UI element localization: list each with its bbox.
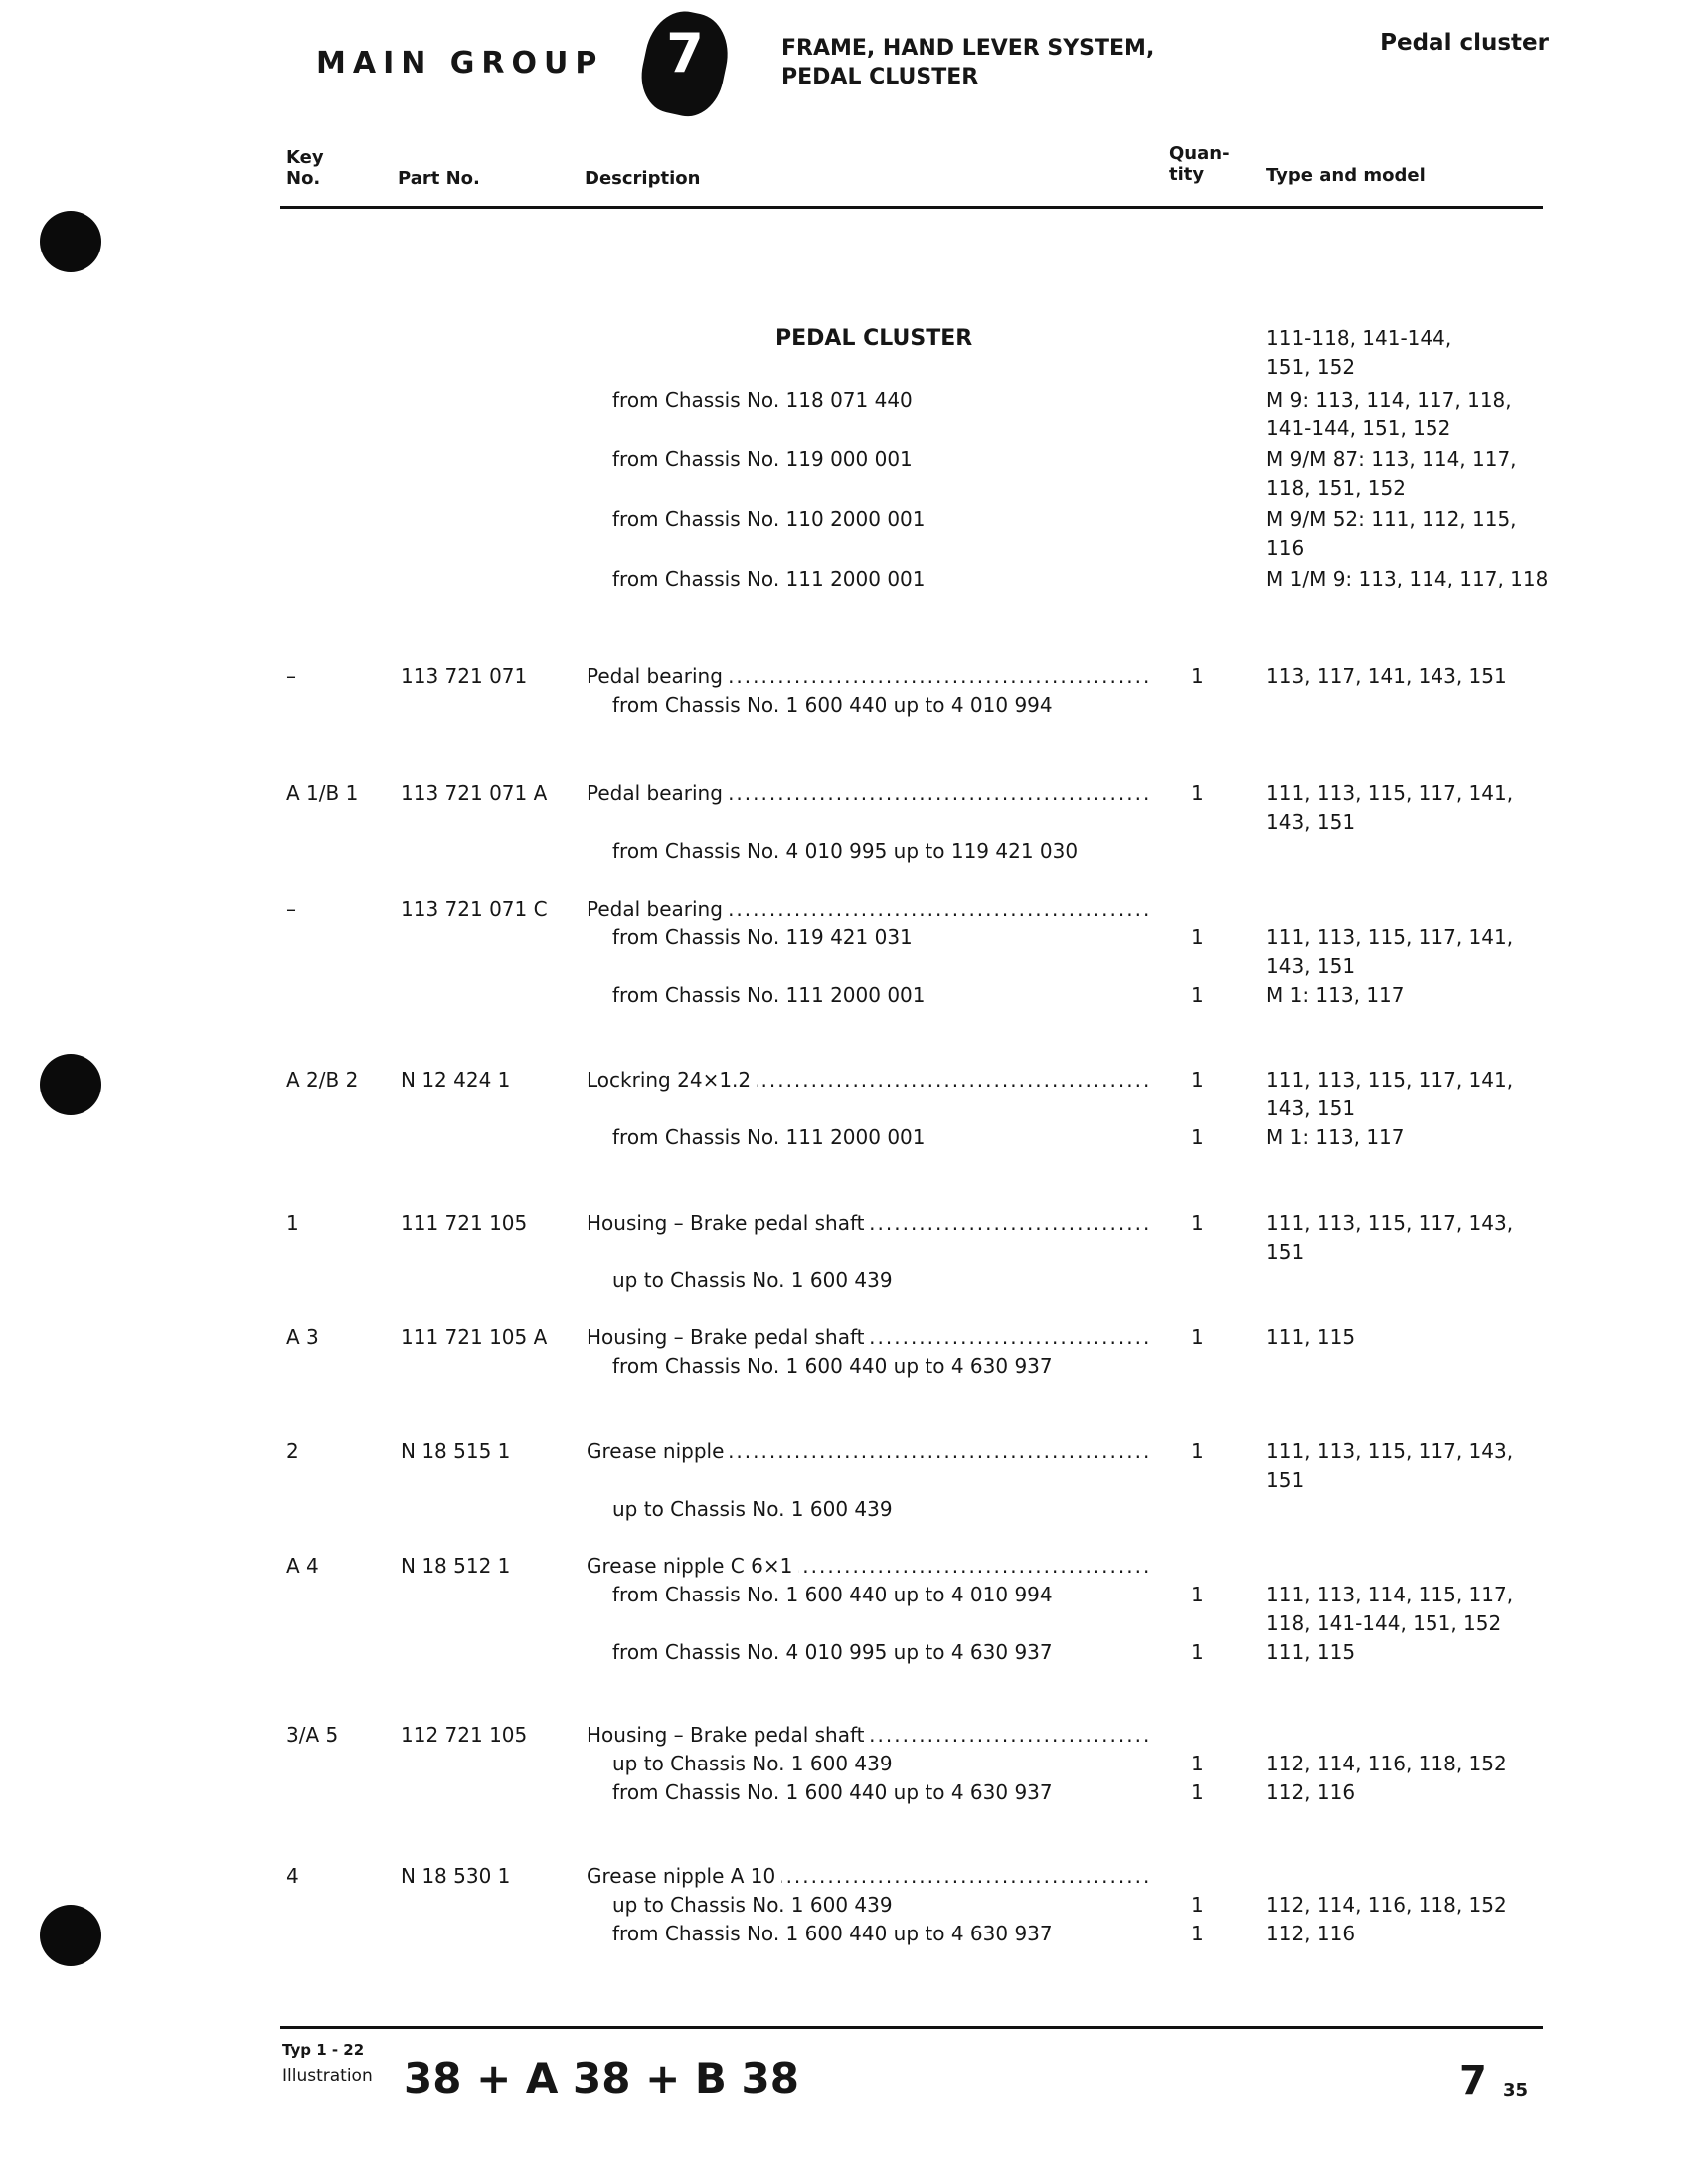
part-description: Grease nipple A 10 [587,1864,781,1888]
part-number: 113 721 071 C [401,897,548,921]
quantity: 1 [1191,1780,1204,1804]
binder-hole [40,1905,101,1966]
type-model-text: 143, 151 [1266,954,1356,978]
type-model-text: M 9/M 52: 111, 112, 115, [1266,507,1517,531]
chassis-range: up to Chassis No. 1 600 439 [612,1893,893,1917]
column-header-part: Part No. [398,168,480,189]
column-header-text: tity [1169,164,1205,185]
part-number: N 18 530 1 [401,1864,511,1888]
type-model-text: 116 [1266,536,1305,560]
type-model-text: 112, 114, 116, 118, 152 [1266,1893,1507,1917]
type-model-text: 112, 116 [1266,1780,1356,1804]
column-header-text: Quan- [1169,143,1230,164]
key-number: 2 [286,1439,299,1463]
key-number: – [286,897,296,921]
page-subnumber: 35 [1503,2080,1529,2100]
dot-leader [587,1209,1151,1238]
dot-leader [587,895,1151,924]
type-model-text: 111, 113, 115, 117, 143, [1266,1211,1514,1235]
quantity: 1 [1191,925,1204,949]
quantity: 1 [1191,1922,1204,1945]
chassis-range: from Chassis No. 111 2000 001 [612,983,926,1007]
assembly-chassis-range: from Chassis No. 118 071 440 [612,388,913,412]
quantity: 1 [1191,1640,1204,1664]
type-model-text: 151 [1266,1468,1305,1492]
type-model-text: 111-118, 141-144, [1266,326,1452,350]
part-description: Grease nipple [587,1439,730,1463]
dot-leader [587,1437,1151,1466]
type-model-text: 111, 113, 115, 117, 141, [1266,1068,1514,1092]
illustration-label: Illustration [282,2066,373,2086]
quantity: 1 [1191,1893,1204,1917]
quantity: 1 [1191,1068,1204,1092]
key-number: 1 [286,1211,299,1235]
part-description: Housing – Brake pedal shaft [587,1211,871,1235]
chassis-range: from Chassis No. 1 600 440 up to 4 010 994 [612,693,1053,717]
type-model-text: M 9: 113, 114, 117, 118, [1266,388,1512,412]
part-number: 113 721 071 [401,664,528,688]
key-number: A 4 [286,1554,319,1578]
main-group-label: MAIN GROUP [316,46,604,81]
quantity: 1 [1191,1439,1204,1463]
type-model-text: 118, 151, 152 [1266,476,1406,500]
type-model-text: 111, 113, 115, 117, 141, [1266,781,1514,805]
chassis-range: from Chassis No. 1 600 440 up to 4 010 994 [612,1583,1053,1606]
header-rule [280,206,1543,209]
chassis-range: from Chassis No. 1 600 440 up to 4 630 937 [612,1354,1053,1378]
quantity: 1 [1191,664,1204,688]
type-model-text: 112, 114, 116, 118, 152 [1266,1752,1507,1775]
type-model-text: 118, 141-144, 151, 152 [1266,1611,1502,1635]
quantity: 1 [1191,1583,1204,1606]
dot-leader [587,1552,1151,1581]
chassis-range: from Chassis No. 1 600 440 up to 4 630 937 [612,1922,1053,1945]
type-model-text: 151 [1266,1240,1305,1263]
assembly-chassis-range: from Chassis No. 110 2000 001 [612,507,926,531]
key-number: 4 [286,1864,299,1888]
column-header-text: No. [286,168,321,189]
type-model-text: 111, 113, 115, 117, 141, [1266,925,1514,949]
part-number: 111 721 105 A [401,1325,548,1349]
illustration-references: 38 + A 38 + B 38 [404,2054,799,2102]
part-description: Pedal bearing [587,781,729,805]
type-model-text: 111, 115 [1266,1325,1356,1349]
quantity: 1 [1191,1752,1204,1775]
type-model-text: 143, 151 [1266,1096,1356,1120]
dot-leader [587,779,1151,808]
dot-leader [587,1323,1151,1352]
binder-hole [40,211,101,272]
part-number: N 12 424 1 [401,1068,511,1092]
type-model-text: 143, 151 [1266,810,1356,834]
quantity: 1 [1191,1125,1204,1149]
model-type-note: Typ 1 - 22 [282,2041,365,2059]
key-number: A 1/B 1 [286,781,359,805]
dot-leader [587,1721,1151,1750]
group-title-line: FRAME, HAND LEVER SYSTEM, [781,36,1155,61]
key-number: A 2/B 2 [286,1068,359,1092]
group-number: 7 [666,22,704,84]
footer-rule [280,2026,1543,2029]
chassis-range: up to Chassis No. 1 600 439 [612,1497,893,1521]
part-number: 112 721 105 [401,1723,528,1747]
key-number: A 3 [286,1325,319,1349]
type-model-text: M 1/M 9: 113, 114, 117, 118 [1266,567,1549,590]
type-model-text: M 1: 113, 117 [1266,983,1405,1007]
dot-leader [587,1066,1151,1094]
quantity: 1 [1191,983,1204,1007]
part-description: Housing – Brake pedal shaft [587,1723,871,1747]
dot-leader [587,1862,1151,1891]
column-header-type: Type and model [1266,165,1426,186]
chassis-range: up to Chassis No. 1 600 439 [612,1752,893,1775]
chassis-range: from Chassis No. 4 010 995 up to 119 421 030 [612,839,1079,863]
key-number: – [286,664,296,688]
assembly-chassis-range: from Chassis No. 111 2000 001 [612,567,926,590]
part-number: 111 721 105 [401,1211,528,1235]
column-header-text: Key [286,147,324,168]
chassis-range: from Chassis No. 1 600 440 up to 4 630 937 [612,1780,1053,1804]
part-description: Pedal bearing [587,664,729,688]
type-model-text: 151, 152 [1266,355,1356,379]
column-header-description: Description [585,168,701,189]
key-number: 3/A 5 [286,1723,339,1747]
section-label: Pedal cluster [1380,30,1549,56]
part-description: Lockring 24×1.2 [587,1068,757,1092]
dot-leader [587,662,1151,691]
column-header-key [286,147,324,189]
group-title [781,34,1219,91]
type-model-text: M 1: 113, 117 [1266,1125,1405,1149]
quantity: 1 [1191,1325,1204,1349]
chassis-range: from Chassis No. 119 421 031 [612,925,913,949]
type-model-text: M 9/M 87: 113, 114, 117, [1266,447,1517,471]
type-model-text: 111, 113, 115, 117, 143, [1266,1439,1514,1463]
part-description: Housing – Brake pedal shaft [587,1325,871,1349]
type-model-text: 113, 117, 141, 143, 151 [1266,664,1507,688]
type-model-text: 112, 116 [1266,1922,1356,1945]
part-description: Grease nipple C 6×1 [587,1554,798,1578]
part-number: N 18 512 1 [401,1554,511,1578]
column-header-quantity [1169,143,1230,185]
part-number: 113 721 071 A [401,781,548,805]
part-description: Pedal bearing [587,897,729,921]
chassis-range: from Chassis No. 111 2000 001 [612,1125,926,1149]
assembly-chassis-range: from Chassis No. 119 000 001 [612,447,913,471]
quantity: 1 [1191,1211,1204,1235]
chassis-range: from Chassis No. 4 010 995 up to 4 630 937 [612,1640,1053,1664]
group-title-line: PEDAL CLUSTER [781,65,979,89]
type-model-text: 111, 115 [1266,1640,1356,1664]
part-number: N 18 515 1 [401,1439,511,1463]
page-number: 7 [1459,2058,1487,2103]
chassis-range: up to Chassis No. 1 600 439 [612,1268,893,1292]
type-model-text: 141-144, 151, 152 [1266,417,1451,440]
binder-hole [40,1054,101,1115]
assembly-title: PEDAL CLUSTER [775,326,973,351]
quantity: 1 [1191,781,1204,805]
type-model-text: 111, 113, 114, 115, 117, [1266,1583,1514,1606]
